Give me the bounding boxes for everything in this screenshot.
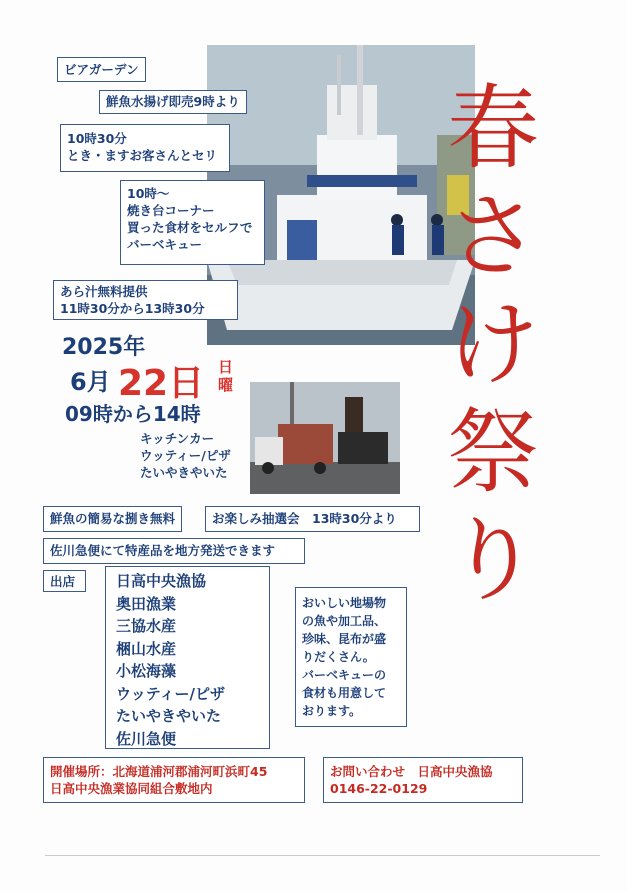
grill-box (120, 180, 265, 265)
vendors-label: 出店 (50, 574, 76, 589)
fresh-fish-text: 鮮魚水揚げ即売9時より (106, 94, 240, 109)
auction-time: 10時30分 (67, 131, 127, 146)
venue-line1: 開催場所：北海道浦河郡浦河町浜町45 (50, 764, 268, 779)
auction-text: とき・ますお客さんとセリ (67, 148, 218, 163)
title-char: 祭 (446, 399, 539, 506)
shipping-text: 佐川急便にて特産品を地方発送できます (50, 543, 276, 558)
note-line: 食材も用意して (302, 686, 387, 700)
vendor-item: たいやきやいた (116, 707, 222, 725)
vendor-item: ウッティー/ピザ (116, 684, 225, 703)
note-line: 珍味、昆布が盛 (302, 632, 387, 646)
fish-prep-box (43, 506, 182, 532)
kitchen-car-box (140, 430, 252, 490)
lottery-box (205, 506, 420, 532)
note-line: おいしい地場物 (302, 596, 387, 610)
contact-label: お問い合わせ 日高中央漁協 (330, 764, 493, 779)
vendor-item: 小松海藻 (116, 662, 177, 680)
vendor-item: 日高中央漁協 (116, 572, 207, 590)
fresh-fish-box (99, 90, 247, 114)
vendor-item: 奥田漁業 (116, 594, 177, 613)
beer-garden-text: ビアガーデン (64, 62, 139, 77)
kitchen-car-line2: ウッティー/ピザ (140, 448, 231, 463)
shipping-box (43, 538, 305, 564)
fish-prep-text: 鮮魚の簡易な捌き無料 (50, 511, 176, 526)
kitchen-car-photo (250, 382, 400, 494)
title-char: け (446, 291, 539, 398)
venue-line2: 日高中央漁業協同組合敷地内 (50, 781, 213, 796)
grill-line2: 買った食材をセルフで (127, 220, 253, 235)
venue-box (43, 757, 305, 803)
vendor-item: 佐川急便 (116, 729, 177, 748)
date-month: 6月 (70, 368, 111, 396)
vendors-box (105, 566, 270, 749)
festival-title (438, 75, 548, 615)
vendor-list (116, 570, 259, 750)
date-weekday: 日曜 (218, 358, 234, 394)
soup-line1: あら汁無料提供 (60, 284, 148, 299)
title-char: り (446, 507, 539, 614)
note-line: りだくさん。 (302, 650, 375, 664)
soup-line2: 11時30分から13時30分 (60, 301, 205, 316)
date-year: 2025年 (62, 335, 146, 360)
contact-box (323, 757, 523, 803)
title-char: 春 (446, 75, 539, 182)
note-box (295, 587, 407, 727)
date-day: 22日 (118, 363, 205, 404)
date-hours: 09時から14時 (65, 402, 201, 426)
grill-line3: バーベキュー (127, 237, 203, 252)
grill-line1: 焼き台コーナー (127, 203, 215, 218)
title-char: さ (446, 183, 539, 290)
note-line: おります。 (302, 704, 362, 718)
note-line: の魚や加工品、 (302, 614, 387, 628)
vendors-label-box (43, 570, 86, 592)
grill-time: 10時～ (127, 186, 170, 201)
lottery-text: お楽しみ抽選会 13時30分より (212, 511, 397, 526)
bottom-divider (45, 855, 600, 856)
contact-phone: 0146-22-0129 (330, 781, 428, 796)
note-line: バーベキューの (302, 668, 387, 682)
vendor-item: 三協水産 (116, 617, 177, 635)
kitchen-car-line3: たいやきやいた (140, 465, 228, 480)
vendor-item: 梱山水産 (116, 639, 177, 658)
auction-box (60, 124, 230, 172)
soup-box (53, 280, 238, 320)
kitchen-car-line1: キッチンカー (140, 431, 215, 446)
beer-garden-box (57, 57, 146, 82)
